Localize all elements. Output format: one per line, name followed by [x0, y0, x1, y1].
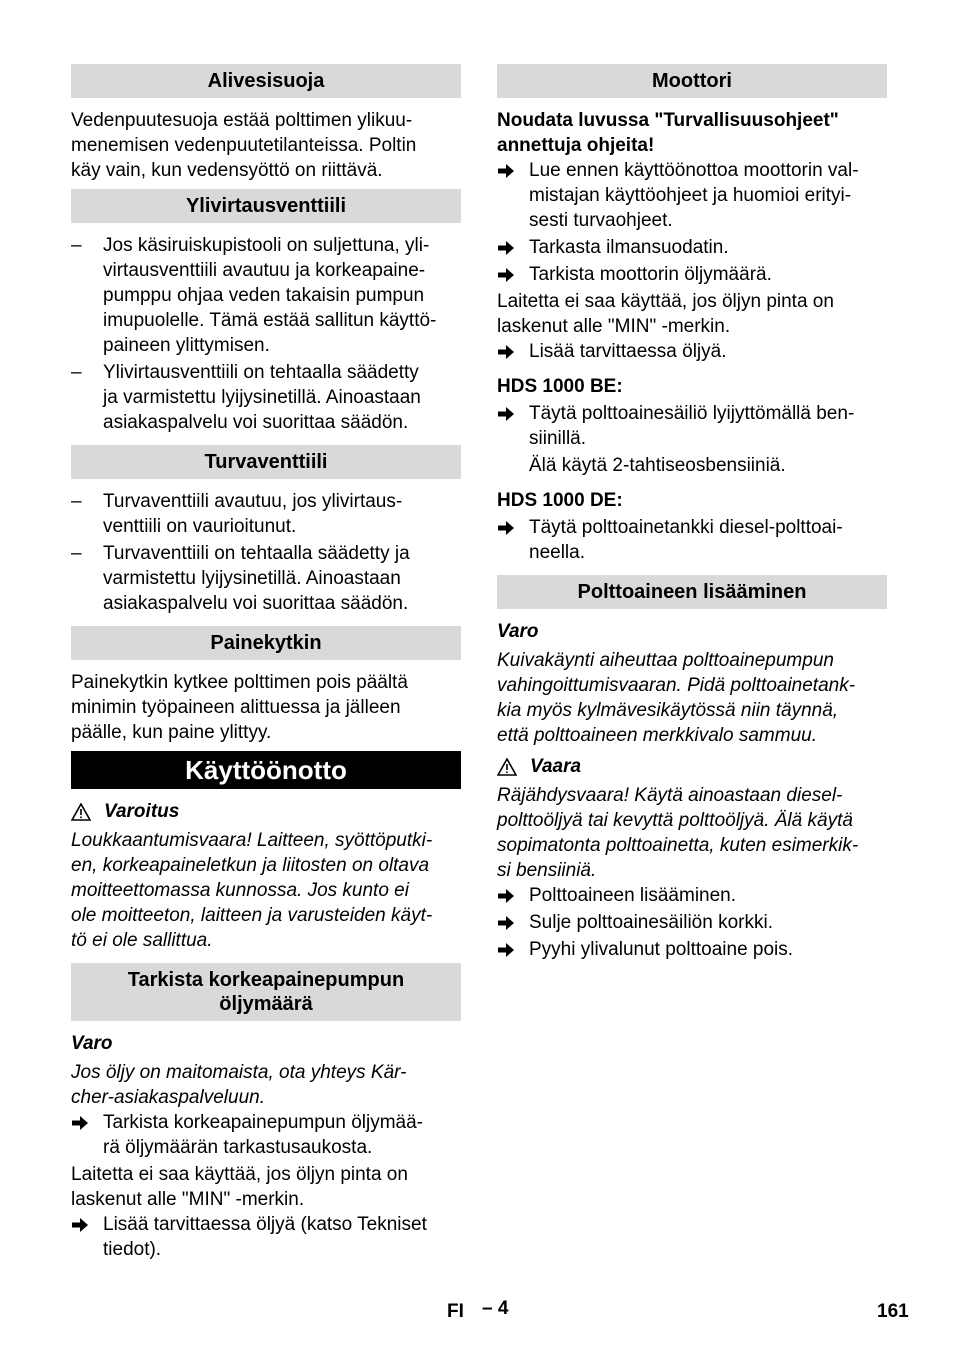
arrow-right-icon	[497, 942, 515, 958]
arrow-right-icon	[71, 1115, 89, 1131]
safety-note: Noudata luvussa "Turvallisuusohjeet" annettuja ohjeita!	[497, 110, 839, 156]
arrow-right-icon	[497, 163, 515, 179]
warning-title: Varoitus	[71, 799, 461, 824]
step-item: Sulje polttoainesäiliön korkki.	[497, 910, 887, 935]
left-column	[71, 64, 461, 1262]
step-item: Tarkasta ilmansuodatin.	[497, 235, 887, 260]
step-item: Tarkista korkeapainepumpun öljymää- rä öljymäärän tarkastusaukosta.	[71, 1110, 461, 1160]
step-item: Tarkista moottorin öljymäärä.	[497, 262, 887, 287]
step-item: Polttoaineen lisääminen.	[497, 883, 887, 908]
painekytkin-text: Painekytkin kytkee polttimen pois päältä minimin työpaineen alittuessa ja jälleen päälle, kun paine ylittyy.	[71, 672, 408, 743]
heading-kayttoonotto: Käyttöönotto	[71, 751, 461, 789]
page-footer	[0, 1296, 954, 1326]
arrow-right-icon	[497, 406, 515, 422]
caution-title: Varo	[71, 1033, 113, 1054]
list-item: – Jos käsiruiskupistooli on suljettuna, yli- virtausventtiili avautuu ja korkeapaine- pumppu ohjaa veden takaisin pumpun imupuolelle. Tämä estää sallitun käyttö- paineen ylittymisen.	[71, 233, 461, 358]
list-item: – Turvaventtiili avautuu, jos ylivirtaus- venttiili on vaurioitunut.	[71, 489, 461, 539]
arrow-right-icon	[497, 915, 515, 931]
section-page: – 4	[482, 1298, 509, 1319]
caution-text: Kuivakäynti aiheuttaa polttoainepumpun vahingoittumisvaaran. Pidä polttoainetank- kia myös kylmävesikäytössä niin täynnä, että polttoaineen merkkivalo sammuu.	[497, 650, 856, 746]
arrow-right-icon	[497, 267, 515, 283]
heading-alivesisuoja: Alivesisuoja	[71, 64, 461, 98]
arrow-right-icon	[497, 344, 515, 360]
step-item: Pyyhi ylivalunut polttoaine pois.	[497, 937, 887, 962]
arrow-right-icon	[71, 1217, 89, 1233]
alivesisuoja-text: Vedenpuutesuoja estää polttimen ylikuu- menemisen vedenpuutetilanteissa. Poltin käy vain, kun vedensyöttö on riittävä.	[71, 110, 417, 181]
heading-painekytkin: Painekytkin	[71, 626, 461, 660]
arrow-right-icon	[497, 240, 515, 256]
note-text: Laitetta ei saa käyttää, jos öljyn pinta on laskenut alle "MIN" -merkin.	[497, 291, 834, 337]
be-note: Älä käytä 2-tahtiseosbensiiniä.	[529, 455, 786, 476]
warning-text: Loukkaantumisvaara! Laitteen, syöttöputki- en, korkeapaineletkun ja liitosten on oltava moitteettomassa kunnossa. Jos kunto ei ole moitteeton, laitteen ja varusteiden käyt- tö ei ole sallittua.	[71, 830, 433, 951]
page-number: 161	[877, 1301, 909, 1322]
language-code: FI	[447, 1301, 464, 1322]
warning-triangle-icon	[497, 758, 517, 776]
step-item: Lisää tarvittaessa öljyä (katso Tekniset tiedot).	[71, 1212, 461, 1262]
heading-moottori: Moottori	[497, 64, 887, 98]
step-item: Lisää tarvittaessa öljyä.	[497, 339, 887, 364]
heading-turvaventtiili: Turvaventtiili	[71, 445, 461, 479]
list-item: – Ylivirtausventtiili on tehtaalla säädetty ja varmistettu lyijysinetillä. Ainoastaan asiakaspalvelu voi suorittaa säädön.	[71, 360, 461, 435]
model-label-be: HDS 1000 BE:	[497, 376, 623, 397]
caution-title: Varo	[497, 621, 539, 642]
heading-tarkista-oljymaara: Tarkista korkeapainepumpun öljymäärä	[71, 963, 461, 1021]
danger-text: Räjähdysvaara! Käytä ainoastaan diesel- polttoöljyä tai kevyttä polttoöljyä. Älä käytä sopimatonta polttoainetta, kuten esimerkik- si bensiiniä.	[497, 785, 859, 881]
heading-ylivirtausventtiili: Ylivirtausventtiili	[71, 189, 461, 223]
step-item: Täytä polttoainesäiliö lyijyttömällä ben- siinillä.	[497, 401, 887, 451]
caution-text: Jos öljy on maitomaista, ota yhteys Kär- cher-asiakaspalveluun.	[71, 1062, 407, 1108]
arrow-right-icon	[497, 888, 515, 904]
model-label-de: HDS 1000 DE:	[497, 490, 623, 511]
step-item: Täytä polttoainetankki diesel-polttoai- neella.	[497, 515, 887, 565]
arrow-right-icon	[497, 520, 515, 536]
warning-triangle-icon	[71, 803, 91, 821]
note-text: Laitetta ei saa käyttää, jos öljyn pinta on laskenut alle "MIN" -merkin.	[71, 1164, 408, 1210]
step-item: Lue ennen käyttöönottoa moottorin val- mistajan käyttöohjeet ja huomioi erityi- sesti turvaohjeet.	[497, 158, 887, 233]
danger-title: Vaara	[497, 754, 887, 779]
right-column	[497, 64, 887, 962]
heading-polttoaineen-lisaaminen: Polttoaineen lisääminen	[497, 575, 887, 609]
list-item: – Turvaventtiili on tehtaalla säädetty ja varmistettu lyijysinetillä. Ainoastaan asiakaspalvelu voi suorittaa säädön.	[71, 541, 461, 616]
